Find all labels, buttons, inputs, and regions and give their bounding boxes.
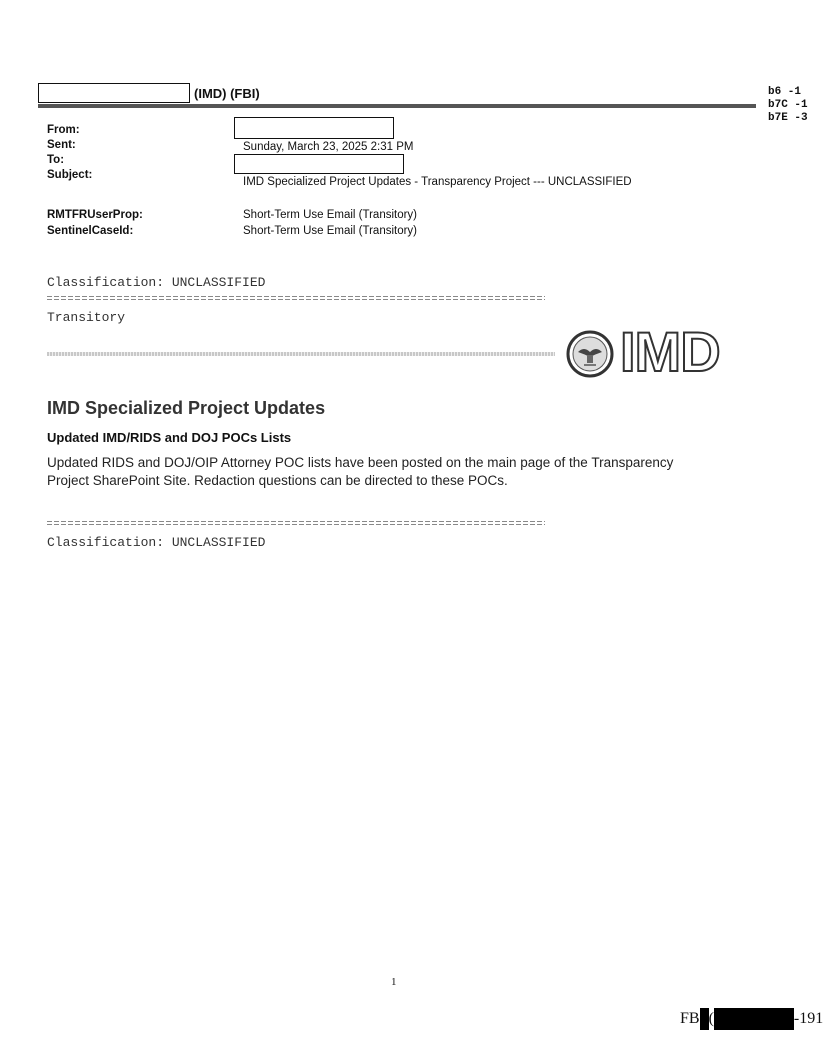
section-subtitle: Updated IMD/RIDS and DOJ POCs Lists [47, 430, 292, 445]
exemption-code: b7E -3 [768, 112, 808, 124]
header-title: (IMD) (FBI) [194, 86, 260, 101]
doj-seal-icon [566, 330, 614, 378]
from-label: From: [47, 124, 80, 136]
subject-value: IMD Specialized Project Updates - Transparency Project --- UNCLASSIFIED [243, 176, 632, 188]
bates-suffix: -191 [793, 1010, 823, 1027]
sent-value: Sunday, March 23, 2025 2:31 PM [243, 141, 414, 153]
section-title: IMD Specialized Project Updates [47, 398, 326, 418]
transitory-label: Transitory [47, 310, 126, 325]
separator-line [47, 521, 545, 527]
section-body: Updated RIDS and DOJ/OIP Attorney POC lists have been posted on the main page of the Transparency Project SharePoint Site. Redaction questions can be directed to these POCs. [47, 455, 674, 488]
page-number: 1 [391, 976, 397, 988]
redacted-sender-name [38, 83, 190, 103]
banner-rule [47, 352, 555, 356]
rmtfr-value: Short-Term Use Email (Transitory) [243, 209, 418, 221]
redacted-from [234, 117, 394, 139]
classification-top: Classification: UNCLASSIFIED [47, 275, 266, 290]
bates-number [680, 1008, 823, 1030]
rmtfr-label: RMTFRUserProp: [47, 209, 143, 221]
exemption-code: b6 -1 [768, 86, 802, 98]
header-rule [38, 104, 756, 108]
classification-bottom: Classification: UNCLASSIFIED [47, 535, 266, 550]
imd-logo: IMD [620, 320, 720, 383]
redaction-block [700, 1008, 709, 1030]
sent-label: Sent: [47, 139, 76, 151]
exemption-codes [768, 86, 808, 125]
subject-label: Subject: [47, 169, 93, 181]
bates-prefix: FB [680, 1010, 700, 1027]
redaction-block [714, 1008, 794, 1030]
sentinel-value: Short-Term Use Email (Transitory) [243, 225, 418, 237]
sentinel-label: SentinelCaseId: [47, 225, 134, 237]
bates-paren: ( [708, 1010, 714, 1027]
to-label: To: [47, 154, 65, 166]
exemption-code: b7C -1 [768, 99, 808, 111]
redacted-to [234, 154, 404, 174]
separator-line [47, 296, 545, 302]
